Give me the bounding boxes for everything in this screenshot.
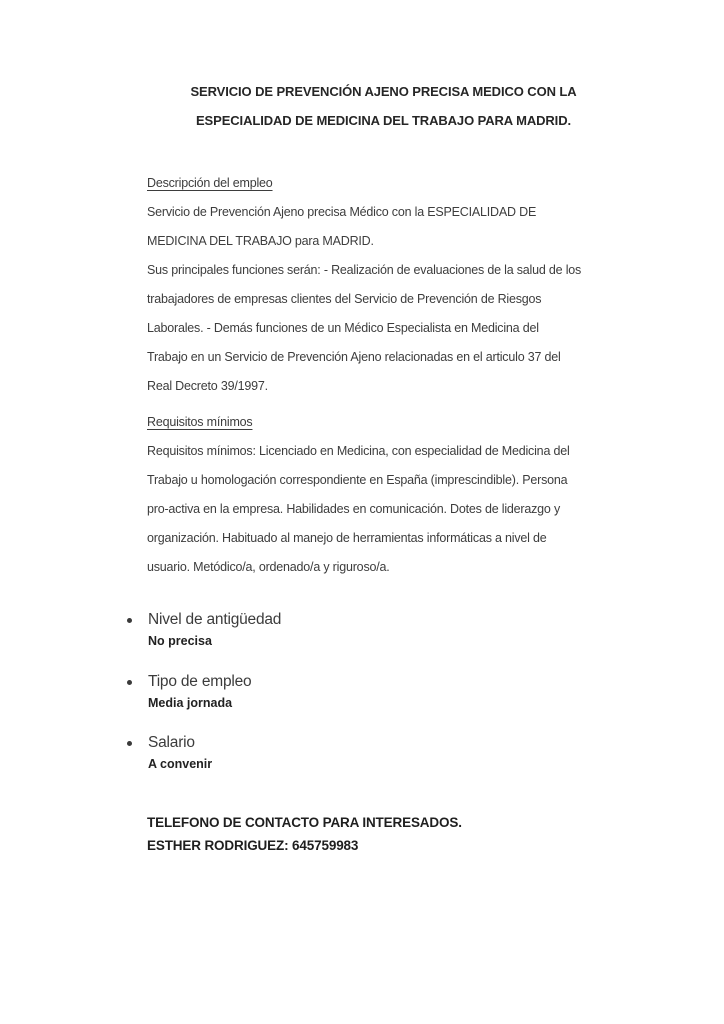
contact-phone: ESTHER RODRIGUEZ: 645759983 <box>147 838 359 853</box>
attribute-salary <box>125 732 212 775</box>
document-title-line-2: ESPECIALIDAD DE MEDICINA DEL TRABAJO PARA MADRID. <box>195 113 571 128</box>
job-description-text-line: Sus principales funciones serán: - Realización de evaluaciones de la salud de los <box>147 263 582 277</box>
job-description-heading: Descripción del empleo <box>147 176 273 190</box>
bullet-icon <box>127 741 132 746</box>
minimum-requirements-text-line: pro-activa en la empresa. Habilidades en comunicación. Dotes de liderazgo y <box>147 502 561 516</box>
attribute-value: Media jornada <box>148 696 233 710</box>
attribute-seniority-level <box>125 609 281 652</box>
attribute-label: Tipo de empleo <box>148 673 252 690</box>
section-minimum-requirements <box>147 408 647 582</box>
job-description-text-line: trabajadores de empresas clientes del Servicio de Prevención de Riesgos <box>147 292 542 306</box>
job-description-text-line: Laborales. - Demás funciones de un Médico Especialista en Medicina del <box>147 321 539 335</box>
section-job-description <box>147 169 647 401</box>
document-title <box>147 77 620 135</box>
attribute-label: Nivel de antigüedad <box>148 611 282 628</box>
job-description-text-line: MEDICINA DEL TRABAJO para MADRID. <box>147 234 374 248</box>
attribute-label: Salario <box>148 734 195 751</box>
job-description-text-line: Trabajo en un Servicio de Prevención Ajeno relacionadas en el articulo 37 del <box>147 350 561 364</box>
minimum-requirements-text-line: Requisitos mínimos: Licenciado en Medicina, con especialidad de Medicina del <box>147 444 570 458</box>
minimum-requirements-heading: Requisitos mínimos <box>147 415 253 429</box>
minimum-requirements-text-line: usuario. Metódico/a, ordenado/a y riguroso/a. <box>147 560 390 574</box>
contact-info <box>147 811 462 857</box>
contact-heading: TELEFONO DE CONTACTO PARA INTERESADOS. <box>147 815 462 830</box>
document-title-line-1: SERVICIO DE PREVENCIÓN AJENO PRECISA MEDICO CON LA <box>190 84 577 99</box>
attribute-employment-type <box>125 671 251 714</box>
attribute-value: No precisa <box>148 634 212 648</box>
minimum-requirements-text-line: organización. Habituado al manejo de herramientas informáticas a nivel de <box>147 531 547 545</box>
job-description-text-line: Real Decreto 39/1997. <box>147 379 268 393</box>
job-description-text-line: Servicio de Prevención Ajeno precisa Médico con la ESPECIALIDAD DE <box>147 205 537 219</box>
bullet-icon <box>127 680 132 685</box>
minimum-requirements-text-line: Trabajo u homologación correspondiente en España (imprescindible). Persona <box>147 473 568 487</box>
bullet-icon <box>127 618 132 623</box>
attribute-value: A convenir <box>148 757 213 771</box>
